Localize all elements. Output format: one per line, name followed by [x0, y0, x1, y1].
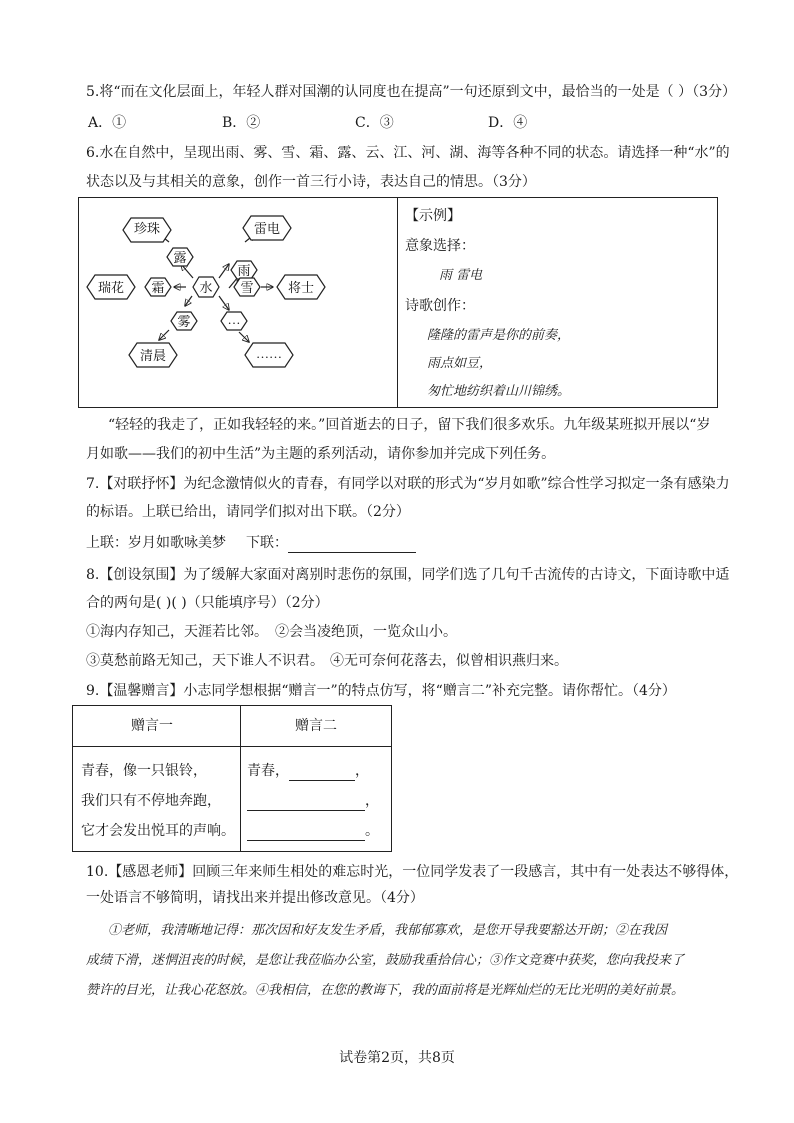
q8-option-2: ②会当凌绝顶，一览众山小。: [275, 624, 457, 640]
example-poem-line3: 匆忙地纺织着山川锦绣。: [427, 384, 571, 399]
example-imagery-value: 雨 雷电: [439, 268, 483, 283]
q8-line1: 8.【创设氛围】为了缓解大家面对离别时悲伤的氛围，同学们选了几句千古流传的古诗文，下面诗歌中适: [86, 567, 730, 583]
q9-blank-3[interactable]: [247, 824, 365, 841]
q6-divider: [397, 198, 398, 407]
q5-stem: 5.将“而在文化层面上，年轻人群对国潮的认同度也在提高”一句还原到文中，最恰当的一处是（ ）（3分）: [86, 84, 737, 100]
q6-box: [78, 197, 718, 408]
intro-line2: 月如歌——我们的初中生活”为主题的系列活动，请你参加并完成下列任务。: [86, 446, 556, 462]
q5-option-c: C．③: [355, 115, 394, 131]
svg-text:雷电: 雷电: [253, 221, 281, 236]
q5-option-a: A．①: [88, 115, 127, 131]
q6-stem-line2: 状态以及与其相关的意象，创作一首三行小诗，表达自己的情思。（3分）: [86, 174, 536, 190]
example-title: 【示例】: [405, 208, 461, 224]
q9-table: [72, 705, 392, 852]
svg-text:雾: 雾: [177, 314, 191, 329]
q9-header-1: 赠言一: [131, 718, 173, 734]
q9-stem: 9.【温馨赠言】小志同学想根据“赠言一”的特点仿写，将“赠言二”补充完整。请你帮忙。（4分）: [86, 683, 676, 699]
water-diagram: [79, 198, 397, 409]
q9-col1-line2: 我们只有不停地奔跑，: [81, 793, 221, 809]
q7-line2: 的标语。上联已给出，请同学们拟对出下联。（2分）: [86, 504, 410, 520]
q10-para-line3: 赞许的目光，让我心花怒放。④我相信，在您的教诲下，我的面前将是光辉灿烂的无比光明的美好前景。: [86, 983, 685, 998]
svg-text:……: ……: [256, 346, 282, 361]
q7-line1: 7.【对联抒怀】为纪念激情似火的青春，有同学以对联的形式为“岁月如歌”综合性学习拟定一条有感染力: [86, 476, 730, 492]
page-footer: 试卷第2页，共8页: [339, 1050, 455, 1066]
example-poem-line1: 隆隆的雷声是你的前奏，: [427, 328, 571, 343]
q9-col1-line1: 青春，像一只银铃，: [81, 763, 207, 779]
q6-stem-line1: 6.水在自然中，呈现出雨、雾、雪、霜、露、云、江、河、湖、海等各种不同的状态。请选择一种“水”的: [86, 145, 730, 161]
q5-option-b: B．②: [222, 115, 261, 131]
svg-text:霜: 霜: [151, 280, 165, 295]
q7-couplet-row: [86, 533, 416, 553]
q5-option-d: D．④: [488, 115, 528, 131]
q9-blank-1[interactable]: [289, 764, 355, 781]
q8-option-4: ④无可奈何花落去，似曾相识燕归来。: [330, 653, 568, 669]
q10-line1: 10.【感恩老师】回顾三年来师生相处的难忘时光，一位同学发表了一段感言，其中有一处表达不够得体，: [86, 864, 739, 880]
q9-col2-line3: 。: [247, 821, 379, 841]
q9-col2-line1: 青春， ，: [247, 763, 369, 779]
q9-header-2: 赠言二: [295, 718, 337, 734]
svg-text:…: …: [227, 312, 241, 327]
q10-para-line1: ①老师，我清晰地记得：那次因和好友发生矛盾，我郁郁寡欢，是您开导我要豁达开朗；②在我因: [108, 923, 668, 938]
example-poem-label: 诗歌创作：: [405, 298, 475, 314]
example-poem-line2: 雨点如豆，: [427, 356, 493, 371]
q9-col2-line2: ，: [247, 791, 379, 811]
intro-line1: “轻轻的我走了，正如我轻轻的来。”回首逝去的日子，留下我们很多欢乐。九年级某班拟开展以“岁: [108, 417, 711, 433]
q7-upper: 上联：岁月如歌咏美梦: [86, 535, 226, 551]
q8-line2: 合的两句是( )( )（只能填序号）（2分）: [86, 595, 329, 611]
q9-col1-line3: 它才会发出悦耳的声响。: [81, 823, 235, 839]
q7-lower-label: 下联：: [246, 535, 288, 551]
diagram-center-text: 水: [199, 280, 213, 295]
q7-answer-blank[interactable]: [288, 536, 416, 553]
svg-text:雪: 雪: [240, 280, 254, 295]
svg-text:清晨: 清晨: [139, 348, 167, 363]
svg-text:瑞花: 瑞花: [97, 280, 125, 295]
svg-text:雨: 雨: [237, 263, 251, 278]
svg-text:露: 露: [173, 250, 187, 265]
example-imagery-label: 意象选择：: [405, 238, 475, 254]
q8-option-1: ①海内存知己，天涯若比邻。: [86, 624, 268, 640]
q10-line2: 一处语言不够简明，请找出来并提出修改意见。（4分）: [86, 890, 424, 906]
q9-blank-2[interactable]: [247, 794, 365, 811]
svg-text:将士: 将士: [287, 280, 315, 295]
svg-text:珍珠: 珍珠: [133, 221, 161, 236]
q10-para-line2: 成绩下滑，迷惘沮丧的时候，是您让我莅临办公室，鼓励我重拾信心；③作文竞赛中获奖，您向我投来了: [86, 953, 685, 968]
q8-option-3: ③莫愁前路无知己，天下谁人不识君。: [86, 653, 324, 669]
